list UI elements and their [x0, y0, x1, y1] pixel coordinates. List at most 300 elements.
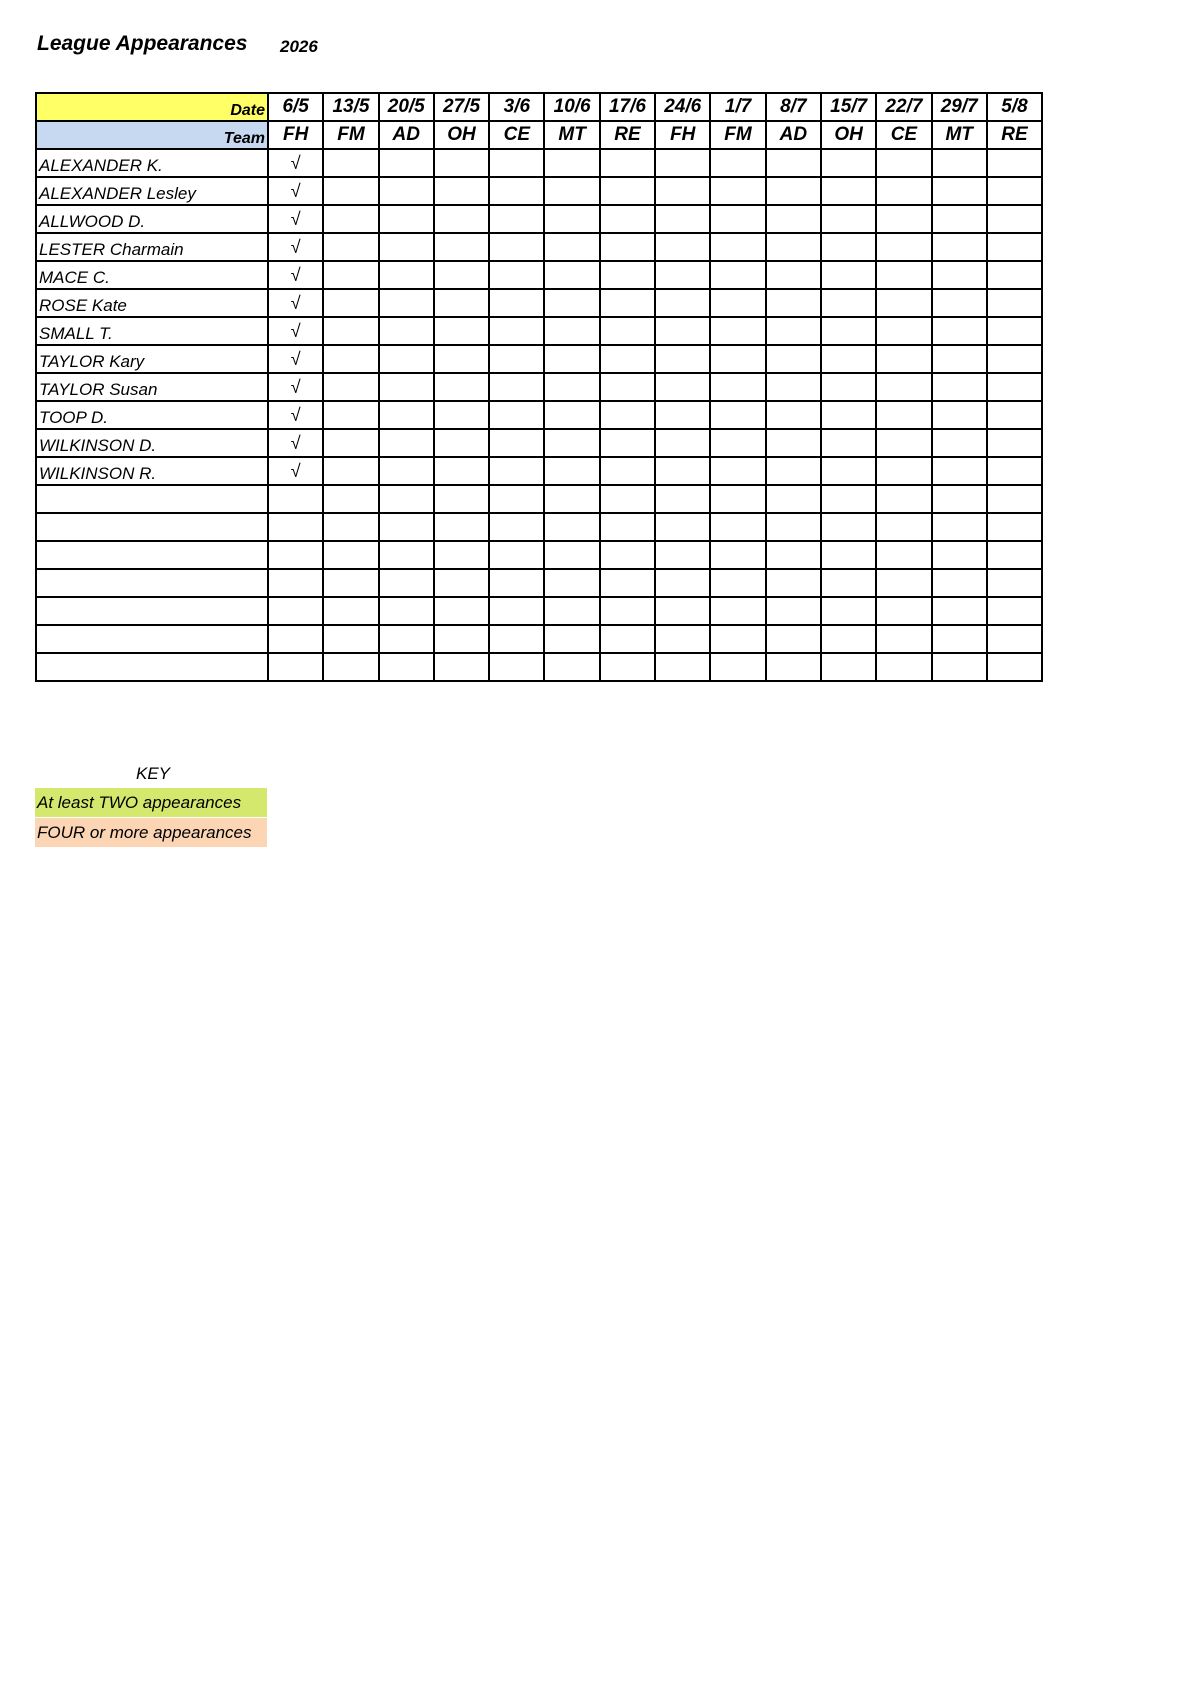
appearance-cell: [987, 177, 1042, 205]
appearance-cell: [600, 261, 655, 289]
appearance-cell: [544, 401, 599, 429]
appearance-cell: √: [268, 457, 323, 485]
appearance-cell: [987, 205, 1042, 233]
date-header-cell: 3/6: [489, 93, 544, 121]
appearance-cell: √: [268, 345, 323, 373]
appearance-cell: [323, 261, 378, 289]
appearance-cell: [434, 569, 489, 597]
appearance-cell: [489, 485, 544, 513]
table-row: [36, 205, 1042, 233]
appearance-cell: [434, 457, 489, 485]
appearance-cell: [655, 569, 710, 597]
table-row: [36, 429, 1042, 457]
appearance-cell: [655, 457, 710, 485]
appearance-cell: [600, 289, 655, 317]
appearance-cell: [434, 373, 489, 401]
appearance-cell: [379, 177, 434, 205]
appearance-cell: [489, 317, 544, 345]
appearance-cell: [821, 177, 876, 205]
appearance-cell: [766, 457, 821, 485]
appearance-cell: [544, 541, 599, 569]
date-header-cell: 27/5: [434, 93, 489, 121]
appearance-cell: [987, 233, 1042, 261]
appearance-cell: [489, 205, 544, 233]
appearance-cell: [600, 541, 655, 569]
appearance-cell: [821, 429, 876, 457]
date-header-cell: 13/5: [323, 93, 378, 121]
appearance-cell: [876, 513, 931, 541]
date-header-cell: 29/7: [932, 93, 987, 121]
table-row: [36, 317, 1042, 345]
appearance-cell: [710, 345, 765, 373]
team-header-label: Team: [36, 121, 268, 149]
appearance-cell: [932, 541, 987, 569]
player-name-cell: [36, 569, 268, 597]
player-name-cell: TAYLOR Susan: [36, 373, 268, 401]
appearance-cell: [434, 177, 489, 205]
appearance-cell: [710, 457, 765, 485]
appearance-cell: [600, 345, 655, 373]
player-name-cell: ALLWOOD D.: [36, 205, 268, 233]
appearance-cell: [821, 485, 876, 513]
appearance-cell: [268, 597, 323, 625]
appearance-cell: [379, 233, 434, 261]
appearance-cell: [821, 317, 876, 345]
appearance-cell: [323, 401, 378, 429]
appearance-cell: [655, 205, 710, 233]
appearance-cell: [766, 625, 821, 653]
appearance-cell: [489, 653, 544, 681]
appearance-cell: [323, 513, 378, 541]
appearance-cell: [489, 149, 544, 177]
player-name-cell: WILKINSON R.: [36, 457, 268, 485]
appearance-cell: [379, 457, 434, 485]
appearance-cell: [987, 373, 1042, 401]
appearance-cell: [323, 289, 378, 317]
player-name-cell: [36, 485, 268, 513]
appearance-cell: [323, 233, 378, 261]
player-name-cell: [36, 625, 268, 653]
appearances-table: [35, 92, 1043, 682]
appearance-cell: [489, 373, 544, 401]
appearance-cell: [323, 541, 378, 569]
table-row: [36, 233, 1042, 261]
appearance-cell: [821, 345, 876, 373]
appearance-cell: [379, 345, 434, 373]
appearance-cell: [489, 401, 544, 429]
date-header-cell: 5/8: [987, 93, 1042, 121]
appearance-cell: [379, 401, 434, 429]
team-header-cell: MT: [932, 121, 987, 149]
team-header-cell: FH: [655, 121, 710, 149]
appearance-cell: [379, 373, 434, 401]
appearance-cell: [655, 289, 710, 317]
appearance-cell: [766, 373, 821, 401]
appearance-cell: [489, 569, 544, 597]
appearance-cell: [655, 373, 710, 401]
appearance-cell: [544, 149, 599, 177]
appearance-cell: [268, 485, 323, 513]
appearance-cell: [821, 653, 876, 681]
player-name-cell: TAYLOR Kary: [36, 345, 268, 373]
appearance-cell: [600, 373, 655, 401]
player-name-cell: LESTER Charmain: [36, 233, 268, 261]
appearance-cell: [876, 597, 931, 625]
team-header-cell: CE: [489, 121, 544, 149]
season-year: 2026: [280, 37, 318, 56]
appearance-cell: [821, 205, 876, 233]
appearance-cell: [323, 373, 378, 401]
appearance-cell: [600, 597, 655, 625]
team-header-cell: AD: [766, 121, 821, 149]
appearance-cell: [323, 177, 378, 205]
table-row: [36, 513, 1042, 541]
appearance-cell: [544, 373, 599, 401]
appearance-cell: [489, 597, 544, 625]
date-header-cell: 17/6: [600, 93, 655, 121]
appearance-cell: [821, 373, 876, 401]
appearance-cell: [932, 513, 987, 541]
appearance-cell: [379, 429, 434, 457]
appearance-cell: [766, 401, 821, 429]
appearance-cell: [600, 177, 655, 205]
appearance-cell: [710, 597, 765, 625]
appearance-cell: [600, 653, 655, 681]
date-header-label: Date: [36, 93, 268, 121]
appearance-cell: [434, 289, 489, 317]
key-four-appearances: FOUR or more appearances: [35, 818, 267, 847]
appearance-cell: [544, 653, 599, 681]
appearance-cell: [379, 541, 434, 569]
appearance-cell: [932, 485, 987, 513]
appearance-cell: [323, 597, 378, 625]
appearance-cell: [766, 177, 821, 205]
appearance-cell: [987, 429, 1042, 457]
appearance-cell: [876, 429, 931, 457]
appearance-cell: [379, 317, 434, 345]
appearance-cell: [766, 233, 821, 261]
appearance-cell: [379, 653, 434, 681]
appearance-cell: [489, 625, 544, 653]
appearance-cell: [600, 513, 655, 541]
appearance-cell: [766, 289, 821, 317]
appearance-cell: [379, 261, 434, 289]
appearance-cell: [600, 457, 655, 485]
appearance-cell: [710, 149, 765, 177]
appearance-cell: [710, 205, 765, 233]
table-row: [36, 485, 1042, 513]
player-name-cell: [36, 653, 268, 681]
table-row: [36, 373, 1042, 401]
appearance-cell: [323, 569, 378, 597]
appearance-cell: [987, 261, 1042, 289]
appearance-cell: [821, 457, 876, 485]
appearance-cell: √: [268, 317, 323, 345]
appearance-cell: [987, 569, 1042, 597]
appearance-cell: [876, 205, 931, 233]
appearance-cell: [932, 625, 987, 653]
appearance-cell: [489, 233, 544, 261]
appearance-cell: [876, 653, 931, 681]
appearance-cell: [323, 653, 378, 681]
appearance-cell: [323, 317, 378, 345]
appearance-cell: √: [268, 373, 323, 401]
appearance-cell: [655, 541, 710, 569]
appearance-cell: [821, 569, 876, 597]
appearance-cell: [821, 261, 876, 289]
appearance-cell: [876, 289, 931, 317]
appearance-cell: [932, 205, 987, 233]
appearance-cell: [932, 261, 987, 289]
date-header-cell: 22/7: [876, 93, 931, 121]
appearance-cell: [600, 569, 655, 597]
appearance-cell: [932, 289, 987, 317]
player-name-cell: ALEXANDER Lesley: [36, 177, 268, 205]
appearance-cell: [600, 205, 655, 233]
appearance-cell: [434, 485, 489, 513]
appearance-cell: [987, 401, 1042, 429]
appearance-cell: [710, 317, 765, 345]
appearance-cell: [876, 457, 931, 485]
appearance-cell: [766, 317, 821, 345]
appearance-cell: [655, 345, 710, 373]
appearance-cell: [932, 597, 987, 625]
table-row: [36, 177, 1042, 205]
appearance-cell: [987, 597, 1042, 625]
date-header-row: [36, 93, 1042, 121]
appearance-cell: [655, 597, 710, 625]
appearance-cell: [876, 345, 931, 373]
appearance-cell: [876, 625, 931, 653]
table-row: [36, 261, 1042, 289]
appearance-cell: [544, 317, 599, 345]
player-name-cell: ROSE Kate: [36, 289, 268, 317]
appearance-cell: [323, 485, 378, 513]
team-header-cell: FM: [710, 121, 765, 149]
appearance-cell: [766, 345, 821, 373]
appearance-cell: [987, 289, 1042, 317]
appearance-cell: [544, 205, 599, 233]
appearance-cell: [766, 149, 821, 177]
team-header-cell: AD: [379, 121, 434, 149]
appearance-cell: [932, 569, 987, 597]
team-header-cell: RE: [987, 121, 1042, 149]
appearance-cell: [268, 653, 323, 681]
appearance-cell: [766, 513, 821, 541]
appearance-cell: [987, 457, 1042, 485]
appearance-cell: √: [268, 149, 323, 177]
appearance-cell: [987, 541, 1042, 569]
appearance-cell: [766, 541, 821, 569]
appearance-cell: [655, 261, 710, 289]
appearance-cell: [434, 597, 489, 625]
player-name-cell: [36, 597, 268, 625]
team-header-cell: FH: [268, 121, 323, 149]
table-row: [36, 345, 1042, 373]
appearance-cell: [268, 541, 323, 569]
appearance-cell: [379, 569, 434, 597]
appearance-cell: [876, 541, 931, 569]
appearance-cell: [710, 429, 765, 457]
appearance-cell: [379, 485, 434, 513]
appearance-cell: [821, 597, 876, 625]
appearance-cell: [710, 653, 765, 681]
appearance-cell: [876, 149, 931, 177]
table-row: [36, 653, 1042, 681]
appearance-cell: [655, 485, 710, 513]
appearance-cell: [544, 429, 599, 457]
appearance-cell: [821, 233, 876, 261]
appearance-cell: [434, 149, 489, 177]
appearance-cell: [434, 205, 489, 233]
table-row: [36, 289, 1042, 317]
appearance-cell: [323, 345, 378, 373]
appearance-cell: [876, 261, 931, 289]
appearance-cell: [544, 597, 599, 625]
appearance-cell: [544, 261, 599, 289]
appearance-cell: [932, 233, 987, 261]
appearance-cell: [489, 345, 544, 373]
appearance-cell: [379, 513, 434, 541]
table-row: [36, 401, 1042, 429]
appearance-cell: [655, 177, 710, 205]
appearance-cell: [489, 261, 544, 289]
appearance-cell: [932, 317, 987, 345]
appearance-cell: [379, 205, 434, 233]
appearance-cell: [323, 457, 378, 485]
appearance-cell: √: [268, 205, 323, 233]
appearance-cell: [710, 233, 765, 261]
appearance-cell: [600, 401, 655, 429]
appearance-cell: [932, 373, 987, 401]
team-header-row: [36, 121, 1042, 149]
date-header-cell: 1/7: [710, 93, 765, 121]
appearance-cell: [766, 597, 821, 625]
appearance-cell: [544, 345, 599, 373]
date-header-cell: 20/5: [379, 93, 434, 121]
appearance-cell: [710, 569, 765, 597]
appearance-cell: [655, 233, 710, 261]
table-row: [36, 625, 1042, 653]
appearance-cell: [600, 429, 655, 457]
player-name-cell: MACE C.: [36, 261, 268, 289]
appearance-cell: [655, 149, 710, 177]
appearance-cell: [655, 317, 710, 345]
appearance-cell: [766, 653, 821, 681]
appearance-cell: [489, 429, 544, 457]
player-name-cell: [36, 513, 268, 541]
date-header-cell: 15/7: [821, 93, 876, 121]
appearance-cell: [655, 625, 710, 653]
table-row: [36, 569, 1042, 597]
appearance-cell: [489, 457, 544, 485]
appearance-cell: [876, 569, 931, 597]
player-name-cell: ALEXANDER K.: [36, 149, 268, 177]
appearance-cell: [987, 485, 1042, 513]
appearance-cell: [710, 289, 765, 317]
appearance-cell: [655, 429, 710, 457]
page-title: League Appearances: [37, 32, 248, 55]
appearance-cell: [655, 401, 710, 429]
appearance-cell: [821, 149, 876, 177]
appearance-cell: √: [268, 401, 323, 429]
appearance-cell: [710, 373, 765, 401]
date-header-cell: 24/6: [655, 93, 710, 121]
appearance-cell: [268, 625, 323, 653]
appearance-cell: [323, 205, 378, 233]
appearance-cell: [710, 261, 765, 289]
appearance-cell: [544, 625, 599, 653]
appearance-cell: [600, 317, 655, 345]
table-row: [36, 149, 1042, 177]
date-header-cell: 10/6: [544, 93, 599, 121]
key-two-appearances: At least TWO appearances: [35, 788, 267, 817]
appearance-cell: [987, 149, 1042, 177]
appearance-cell: [544, 513, 599, 541]
appearance-cell: [932, 429, 987, 457]
appearance-cell: [710, 513, 765, 541]
appearance-cell: [821, 513, 876, 541]
appearance-cell: [987, 625, 1042, 653]
appearance-cell: [655, 653, 710, 681]
appearance-cell: [932, 177, 987, 205]
appearance-cell: [434, 317, 489, 345]
appearance-cell: [932, 345, 987, 373]
team-header-cell: MT: [544, 121, 599, 149]
appearance-cell: [600, 625, 655, 653]
table-row: [36, 457, 1042, 485]
appearance-cell: [987, 513, 1042, 541]
appearance-cell: [544, 569, 599, 597]
appearance-cell: [434, 401, 489, 429]
appearance-cell: [876, 317, 931, 345]
appearance-cell: [489, 289, 544, 317]
appearance-cell: [932, 457, 987, 485]
player-name-cell: [36, 541, 268, 569]
appearance-cell: [876, 485, 931, 513]
appearance-cell: [379, 289, 434, 317]
appearance-cell: [876, 401, 931, 429]
player-name-cell: WILKINSON D.: [36, 429, 268, 457]
appearance-cell: [544, 233, 599, 261]
appearance-cell: [323, 429, 378, 457]
player-name-cell: TOOP D.: [36, 401, 268, 429]
appearance-cell: [600, 485, 655, 513]
appearance-cell: [710, 541, 765, 569]
appearance-cell: [987, 317, 1042, 345]
appearance-cell: [544, 457, 599, 485]
appearance-cell: [434, 261, 489, 289]
appearance-cell: [821, 401, 876, 429]
player-name-cell: SMALL T.: [36, 317, 268, 345]
appearance-cell: [987, 653, 1042, 681]
appearance-cell: [876, 373, 931, 401]
appearance-cell: [932, 401, 987, 429]
appearance-cell: [489, 177, 544, 205]
appearance-cell: [987, 345, 1042, 373]
appearance-cell: [766, 261, 821, 289]
team-header-cell: OH: [821, 121, 876, 149]
appearance-cell: [600, 149, 655, 177]
appearance-cell: [489, 513, 544, 541]
date-header-cell: 6/5: [268, 93, 323, 121]
appearance-cell: [821, 625, 876, 653]
appearance-cell: [268, 513, 323, 541]
table-body: [36, 93, 1042, 681]
appearance-cell: [876, 233, 931, 261]
appearance-cell: [434, 233, 489, 261]
appearance-cell: [932, 149, 987, 177]
